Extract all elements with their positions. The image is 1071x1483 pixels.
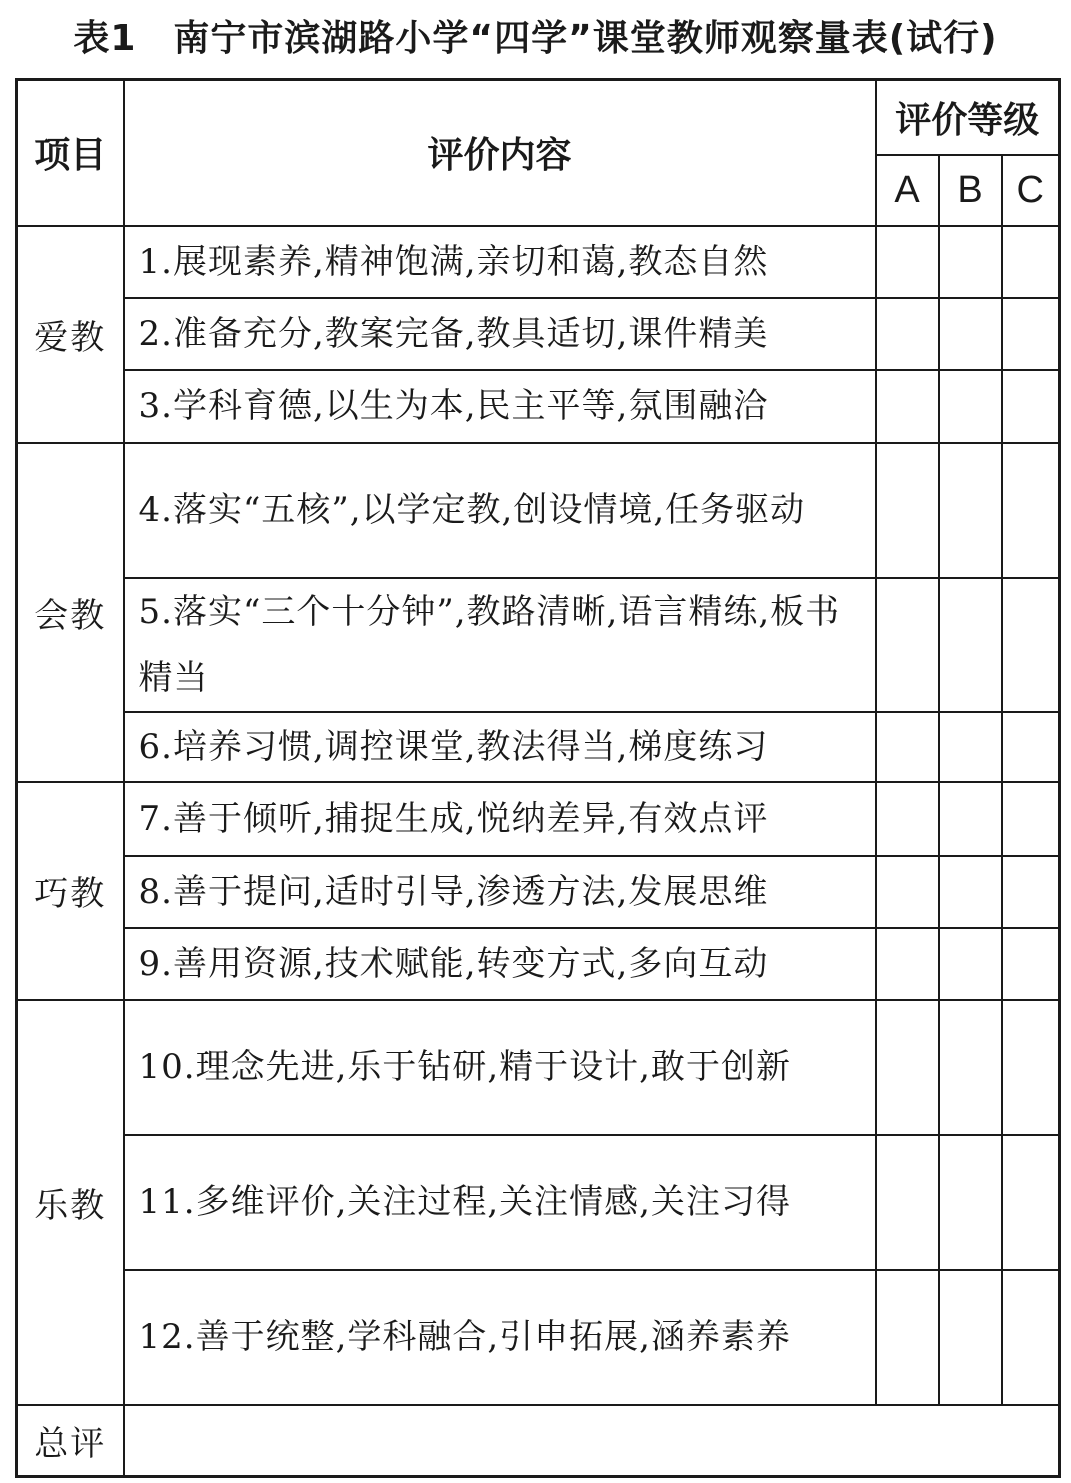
criterion-4: 4.落实“五核”,以学定教,创设情境,任务驱动: [124, 443, 876, 578]
grade-cell-c[interactable]: [1002, 578, 1060, 712]
grade-cell-a[interactable]: [876, 226, 939, 298]
header-grade: 评价等级: [876, 80, 1060, 155]
criterion-6: 6.培养习惯,调控课堂,教法得当,梯度练习: [124, 712, 876, 782]
grade-cell-c[interactable]: [1002, 1270, 1060, 1405]
grade-cell-a[interactable]: [876, 1000, 939, 1135]
grade-cell-b[interactable]: [939, 578, 1002, 712]
overall-label: 总评: [17, 1405, 124, 1477]
criterion-7: 7.善于倾听,捕捉生成,悦纳差异,有效点评: [124, 782, 876, 856]
header-project: 项目: [17, 80, 124, 226]
header-grade-b: B: [939, 155, 1002, 226]
grade-cell-b[interactable]: [939, 782, 1002, 856]
grade-cell-b[interactable]: [939, 928, 1002, 1000]
criterion-2: 2.准备充分,教案完备,教具适切,课件精美: [124, 298, 876, 370]
criterion-12: 12.善于统整,学科融合,引申拓展,涵养素养: [124, 1270, 876, 1405]
header-content: 评价内容: [124, 80, 876, 226]
category-huijiao: 会教: [17, 443, 124, 782]
criterion-8: 8.善于提问,适时引导,渗透方法,发展思维: [124, 856, 876, 928]
criterion-9: 9.善用资源,技术赋能,转变方式,多向互动: [124, 928, 876, 1000]
grade-cell-b[interactable]: [939, 712, 1002, 782]
header-grade-a: A: [876, 155, 939, 226]
header-grade-c: C: [1002, 155, 1060, 226]
grade-cell-a[interactable]: [876, 298, 939, 370]
grade-cell-c[interactable]: [1002, 928, 1060, 1000]
grade-cell-a[interactable]: [876, 856, 939, 928]
grade-cell-c[interactable]: [1002, 443, 1060, 578]
teacher-observation-table: [15, 78, 1061, 1478]
grade-cell-c[interactable]: [1002, 712, 1060, 782]
grade-cell-a[interactable]: [876, 928, 939, 1000]
category-qiaojiao: 巧教: [17, 782, 124, 1000]
grade-cell-b[interactable]: [939, 226, 1002, 298]
grade-cell-a[interactable]: [876, 578, 939, 712]
criterion-1: 1.展现素养,精神饱满,亲切和蔼,教态自然: [124, 226, 876, 298]
criterion-3: 3.学科育德,以生为本,民主平等,氛围融洽: [124, 370, 876, 443]
category-aijiao: 爱教: [17, 226, 124, 443]
grade-cell-b[interactable]: [939, 1270, 1002, 1405]
grade-cell-c[interactable]: [1002, 1000, 1060, 1135]
grade-cell-b[interactable]: [939, 856, 1002, 928]
grade-cell-a[interactable]: [876, 1135, 939, 1270]
grade-cell-b[interactable]: [939, 443, 1002, 578]
criterion-11: 11.多维评价,关注过程,关注情感,关注习得: [124, 1135, 876, 1270]
grade-cell-a[interactable]: [876, 443, 939, 578]
grade-cell-c[interactable]: [1002, 370, 1060, 443]
grade-cell-a[interactable]: [876, 1270, 939, 1405]
grade-cell-a[interactable]: [876, 370, 939, 443]
grade-cell-c[interactable]: [1002, 226, 1060, 298]
grade-cell-b[interactable]: [939, 298, 1002, 370]
grade-cell-c[interactable]: [1002, 856, 1060, 928]
overall-comment-cell[interactable]: [124, 1405, 1060, 1477]
grade-cell-a[interactable]: [876, 712, 939, 782]
category-lejiao: 乐教: [17, 1000, 124, 1405]
grade-cell-c[interactable]: [1002, 298, 1060, 370]
criterion-5: 5.落实“三个十分钟”,教路清晰,语言精练,板书精当: [124, 578, 876, 712]
grade-cell-a[interactable]: [876, 782, 939, 856]
grade-cell-b[interactable]: [939, 1135, 1002, 1270]
grade-cell-c[interactable]: [1002, 1135, 1060, 1270]
grade-cell-b[interactable]: [939, 370, 1002, 443]
criterion-10: 10.理念先进,乐于钻研,精于设计,敢于创新: [124, 1000, 876, 1135]
table-title: 表1 南宁市滨湖路小学“四学”课堂教师观察量表(试行): [73, 18, 998, 59]
grade-cell-c[interactable]: [1002, 782, 1060, 856]
grade-cell-b[interactable]: [939, 1000, 1002, 1135]
